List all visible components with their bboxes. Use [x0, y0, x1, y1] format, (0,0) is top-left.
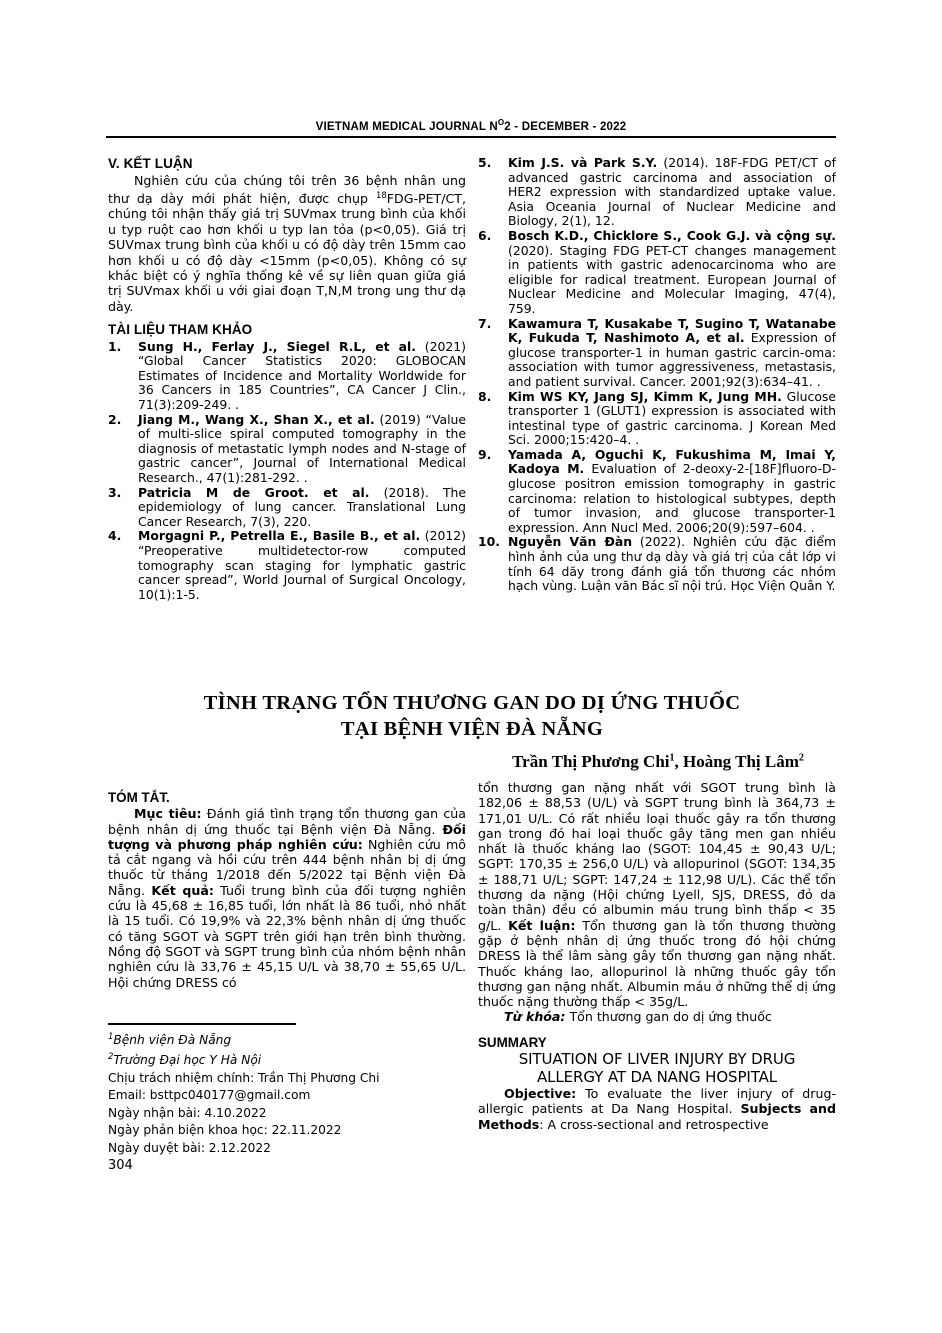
reference-rest: (2021) “Global Cancer Statistics 2020: GLOBOCAN Estimates of Incidence and Mortality Worldwide for 36 Cancers in 185 Countries”, CA Cancer J Clin., 71(3):209-249. . [138, 338, 466, 413]
reference-number: 2. [108, 411, 122, 427]
abstract-paragraph-left [108, 806, 466, 990]
reference-item [108, 529, 466, 602]
date-reviewed: Ngày phản biện khoa học: 22.11.2022 [108, 1123, 342, 1138]
author-2-affiliation-marker: 2 [798, 752, 804, 764]
keywords-label: Từ khóa: [504, 1009, 566, 1025]
article2-authors [478, 752, 838, 772]
article2-abstract-left [108, 790, 466, 990]
summary-text-methods: : A cross-sectional and retrospective [539, 1116, 769, 1132]
abstract-label-methods: Đối tượng và phương pháp nghiên cứu: [108, 821, 466, 852]
keywords-line [478, 1009, 836, 1024]
abstract-heading [108, 790, 466, 805]
reference-item [108, 340, 466, 413]
corresponding-email[interactable]: Email: bsttpc040177@gmail.com [108, 1088, 311, 1103]
summary-title-line1: SITUATION OF LIVER INJURY BY DRUG [518, 1050, 796, 1069]
summary-label-objective: Objective: [504, 1086, 577, 1102]
page-number: 304 [108, 1158, 133, 1173]
abstract-label-conclusion: Kết luận: [508, 917, 576, 933]
reference-authors: Kim J.S. và Park S.Y. [508, 155, 658, 170]
reference-authors: Patricia M de Groot. et al. [138, 484, 370, 500]
reference-number: 6. [478, 227, 492, 243]
reference-rest: Glucose transporter 1 (GLUT1) expression is associated with intestinal type of gastric carcinoma. J Korean Med Sci. 2000;15:420–4. . [508, 388, 836, 448]
reference-authors: Jiang M., Wang X., Shan X., et al. [138, 411, 375, 427]
abstract-text-results: Tuổi trung bình của đối tượng nghiên cứu là 45,68 ± 16,85 tuổi, lớn nhất là 86 tuổi, nhỏ nhất là 15 tuổi. Có 19,9% và 22,3% bệnh nhân dị ứng thuốc có tăng SGOT và SGPT trên giới hạn trên bình thường. Nồng độ SGOT và SGPT trung bình của nhóm bệnh nhân nghiên cứu là 33,76 ± 45,15 U/L và 38,70 ± 55,65 U/L. Hội chứng DRESS có [108, 882, 466, 990]
affiliation-2 [108, 1049, 466, 1069]
reference-rest: (2018). The epidemiology of lung cancer. Translational Lung Cancer Research, 7(3), 220. [138, 484, 467, 529]
summary-heading: SUMMARY [478, 1034, 547, 1050]
reference-list-left [108, 340, 466, 603]
reference-authors: Morgagni P., Petrella E., Basile B., et al. [138, 528, 421, 544]
article1-left-column [108, 156, 466, 602]
affiliation-2-marker: 2 [108, 1052, 114, 1063]
reference-rest: Evaluation of 2-deoxy-2-[18F]fluoro-D-glucose positron emission tomography in gastric carcinoma: relation to histological subtypes, depth of tumor invasion, and glucose transporter-1 expression. Ann Nucl Med. 2006;20(9):597–604. . [508, 461, 836, 535]
abstract-heading-dot: . [166, 790, 170, 805]
reference-number: 3. [108, 484, 122, 500]
reference-rest: (2014). 18F-FDG PET/CT of advanced gastric carcinoma and association of HER2 expression with standardized uptake value. Asia Oceania Journal of Nuclear Medicine and Biology, 2(1), 12. [508, 155, 836, 229]
abstract-text-methods: Nghiên cứu mô tả cắt ngang và hồi cứu trên 444 bệnh nhân bị dị ứng thuốc từ tháng 1/2018 đến 5/2022 tại Bệnh viện Đà Nẵng. [108, 836, 466, 898]
reference-number: 4. [108, 528, 122, 544]
conclusion-text-part1: Nghiên cứu của chúng tôi trên 36 bệnh nhân ung thư dạ dày mới phát hiện, được chụp [108, 173, 466, 206]
running-head [106, 118, 836, 133]
footnote-rule [108, 1023, 296, 1025]
reference-rest: (2012) “Preoperative multidetector-row computed tomography scan staging for lymphatic gastric cancer spread”, World Journal of Surgical Oncology, 10(1):1-5. [138, 528, 466, 602]
reference-authors: Kawamura T, Kusakabe T, Sugino T, Watanabe K, Fukuda T, Nashimoto A, et al. [508, 315, 836, 346]
reference-item [478, 390, 836, 448]
affiliation-1 [108, 1029, 466, 1049]
abstract-text-results-cont: tổn thương gan nặng nhất với SGOT trung bình là 182,06 ± 88,53 (U/L) và SGPT trung bình là 364,73 ± 171,01 U/L. Có rất nhiều loại thuốc gây ra tổn thương gan trong đó hai loại thuốc gây tăng men gan nhiều nhất là thuốc kháng lao (SGOT: 104,45 ± 90,43 U/L; SGPT: 170,35 ± 256,0 U/L) và allopurinol (SGOT: 134,35 ± 188,71 U/L; SGPT: 147,24 ± 112,98 U/L). Các thể tổn thương da nặng (Hội chứng Lyell, SJS, DRESS, đỏ da toàn thân) đều có albumin máu trung bình thấp < 35 g/L. [478, 780, 836, 933]
reference-authors: Yamada A, Oguchi K, Fukushima M, Imai Y, Kadoya M. [508, 446, 836, 477]
reference-number: 10. [478, 534, 500, 550]
affiliation-2-text: Trường Đại học Y Hà Nội [113, 1053, 262, 1068]
article1-right-column [478, 156, 836, 594]
reference-authors: Nguyễn Văn Đàn [508, 534, 633, 550]
date-accepted: Ngày duyệt bài: 2.12.2022 [108, 1140, 271, 1155]
running-head-prefix: VIETNAM MEDICAL JOURNAL N [315, 120, 498, 133]
conclusion-text-part2: FDG-PET/CT, chúng tôi nhận thấy giá trị SUVmax trung bình của khối u typ ruột cao hơn khối u typ lan tỏa (p<0,05). Giá trị SUVmax trung bình của khối u có độ dày trên 15mm cao hơn khối u có độ dày <15mm (p<0,05). Không có sự khác biệt có ý nghĩa thống kê về sự liên quan giữa giá trị SUVmax khối u với giai đoạn T,N,M trong ung thư dạ dày. [108, 191, 466, 314]
references-heading: TÀI LIỆU THAM KHẢO [108, 322, 253, 338]
reference-rest: (2020). Staging FDG PET-CT changes management in patients with gastric adenocarcinoma who are eligible for radical treatment. European Journal of Nuclear Medicine and Molecular Imaging, 47(4), 759. [508, 242, 836, 316]
summary-label-methods: Subjects and Methods [478, 1101, 836, 1132]
author-separator: , [674, 752, 683, 771]
reference-item [108, 413, 466, 486]
reference-number: 1. [108, 338, 122, 354]
affiliation-1-marker: 1 [108, 1032, 114, 1042]
reference-authors: Bosch K.D., Chicklore S., Cook G.J. và cộng sự. [508, 227, 836, 243]
reference-item [478, 317, 836, 390]
reference-rest: (2022). Nghiên cứu đặc điểm hình ảnh của ung thư dạ dày và giá trị của cắt lớp vi tính 64 dãy trong đánh giá tổn thương các nhóm hạch vùng. Luận văn Bác sĩ nội trú. Học Viện Quân Y. [508, 534, 837, 594]
affiliation-1-text: Bệnh viện Đà Nẵng [113, 1033, 232, 1048]
corresponding-author: Chịu trách nhiệm chính: Trần Thị Phương Chi [108, 1070, 380, 1085]
reference-list-right [478, 156, 836, 594]
reference-item [108, 486, 466, 530]
reference-number: 5. [478, 155, 492, 170]
article2-title-line1: TÌNH TRẠNG TỔN THƯƠNG GAN DO DỊ ỨNG THUỐC [203, 692, 741, 714]
footnote-block [108, 1029, 466, 1157]
article2-title [108, 690, 836, 742]
summary-title [478, 1050, 836, 1086]
reference-item [478, 229, 836, 317]
author-1-affiliation-marker: 1 [669, 752, 675, 764]
reference-rest: Expression of glucose transporter-1 in human gastric carcin-oma: association with tumor aggressiveness, metastasis, and patient survival. Cancer. 2001;92(3):634–41. . [508, 330, 836, 389]
reference-item [478, 448, 836, 536]
abstract-paragraph-right [478, 780, 836, 1009]
reference-number: 8. [478, 388, 492, 404]
header-rule [106, 136, 836, 138]
reference-number: 7. [478, 315, 492, 331]
reference-authors: Kim WS KY, Jang SJ, Kimm K, Jung MH. [508, 388, 782, 404]
abstract-text-objective: Đánh giá tình trạng tổn thương gan của bệnh nhân dị ứng thuốc tại Bệnh viện Đà Nẵng. [108, 806, 466, 837]
conclusion-paragraph [108, 173, 466, 314]
reference-authors: Sung H., Ferlay J., Siegel R.L, et al. [138, 338, 416, 354]
summary-text-objective: To evaluate the liver injury of drug-allergic patients at Da Nang Hospital. [478, 1086, 836, 1117]
running-head-suffix: 2 - DECEMBER - 2022 [504, 120, 627, 133]
abstract-heading-text: TÓM TẮT [108, 790, 167, 805]
date-received: Ngày nhận bài: 4.10.2022 [108, 1105, 267, 1120]
abstract-text-conclusion: Tổn thương gan là tổn thương thường gặp ở bệnh nhân dị ứng thuốc trong đó hội chứng DRESS là thể lâm sàng gây tổn thương gan nặng nhất. Thuốc kháng lao, allopurinol là những thuốc gây tổn thương gan nặng nhất. Albumin máu ở những thể dị ứng thuốc nặng thường thấp < 35g/L. [478, 917, 836, 1010]
author-1-name: Trần Thị Phương Chi [512, 752, 670, 771]
reference-item [478, 535, 836, 593]
summary-paragraph [478, 1086, 836, 1132]
author-2-name: Hoàng Thị Lâm [683, 752, 799, 771]
keywords-text: Tổn thương gan do dị ứng thuốc [565, 1009, 772, 1025]
fdg-superscript: 18 [375, 190, 387, 201]
reference-rest: (2019) “Value of multi-slice spiral computed tomography in the diagnosis of metastatic lymph nodes and N-stage of gastric cancer”, Journal of International Medical Research., 47(1):281-292. . [138, 411, 466, 485]
abstract-label-objective: Mục tiêu: [134, 806, 202, 822]
conclusion-heading: V. KẾT LUẬN [108, 156, 193, 171]
article2-abstract-right [478, 780, 836, 1132]
summary-title-line2: ALLERGY AT DA NANG HOSPITAL [536, 1068, 778, 1087]
reference-number: 9. [478, 446, 492, 462]
abstract-label-results: Kết quả: [151, 882, 214, 898]
article2-title-line2: TẠI BỆNH VIỆN ĐÀ NẴNG [340, 718, 604, 740]
reference-item [478, 156, 836, 229]
running-head-sup: O [497, 118, 505, 127]
